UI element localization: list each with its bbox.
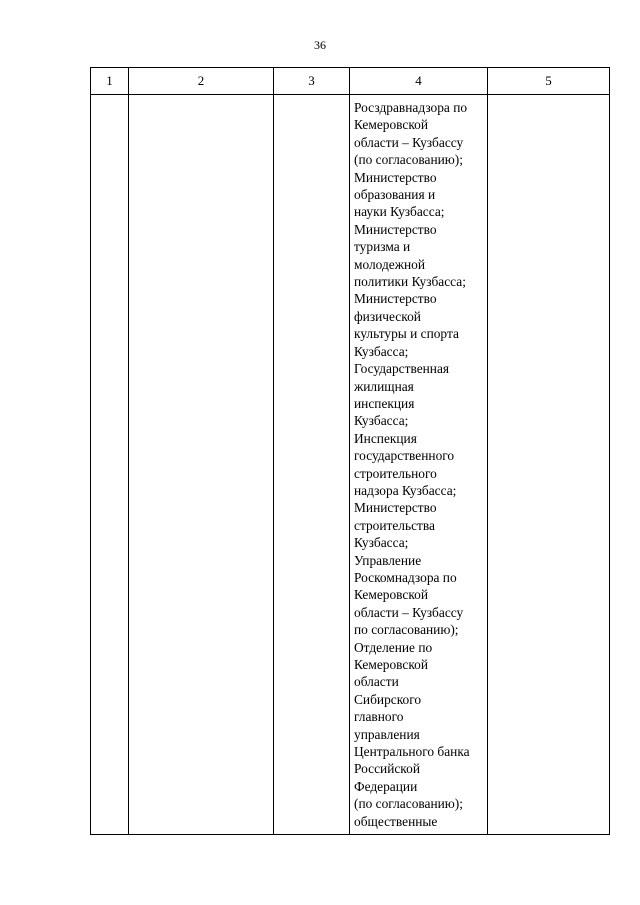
cell-col-2-text [129,95,273,99]
header-col-5: 5 [488,68,610,95]
header-col-1: 1 [91,68,129,95]
table-header-row [91,68,610,95]
cell-col-5-text [488,95,609,99]
cell-col-3 [274,95,350,835]
document-table [90,67,610,835]
table-row [91,95,610,835]
cell-col-5 [488,95,610,835]
cell-col-4 [350,95,488,835]
cell-col-4-text: Росздравнадзора по Кемеровской области – Кузбассу (по согласованию); Министерство образования и науки Кузбасса; Министерство туризма и молодежной политики Кузбасса; Министерство физической культуры и спорта Кузбасса; Государственная жилищная инспекция Кузбасса; Инспекция государственного строительного надзора Кузбасса; Министерство строительства Кузбасса; Управление Роскомнадзора по Кемеровской области – Кузбассу по согласованию); Отделение по Кемеровской области Сибирского главного управления Центрального банка Российской Федерации (по согласованию); общественные [354,100,470,829]
header-col-3: 3 [274,68,350,95]
cell-col-2 [129,95,274,835]
cell-col-3-text [274,95,349,99]
header-col-2: 2 [129,68,274,95]
page-number: 36 [314,38,326,52]
header-col-4: 4 [350,68,488,95]
cell-col-1 [91,95,129,835]
cell-col-1-text [91,95,128,99]
